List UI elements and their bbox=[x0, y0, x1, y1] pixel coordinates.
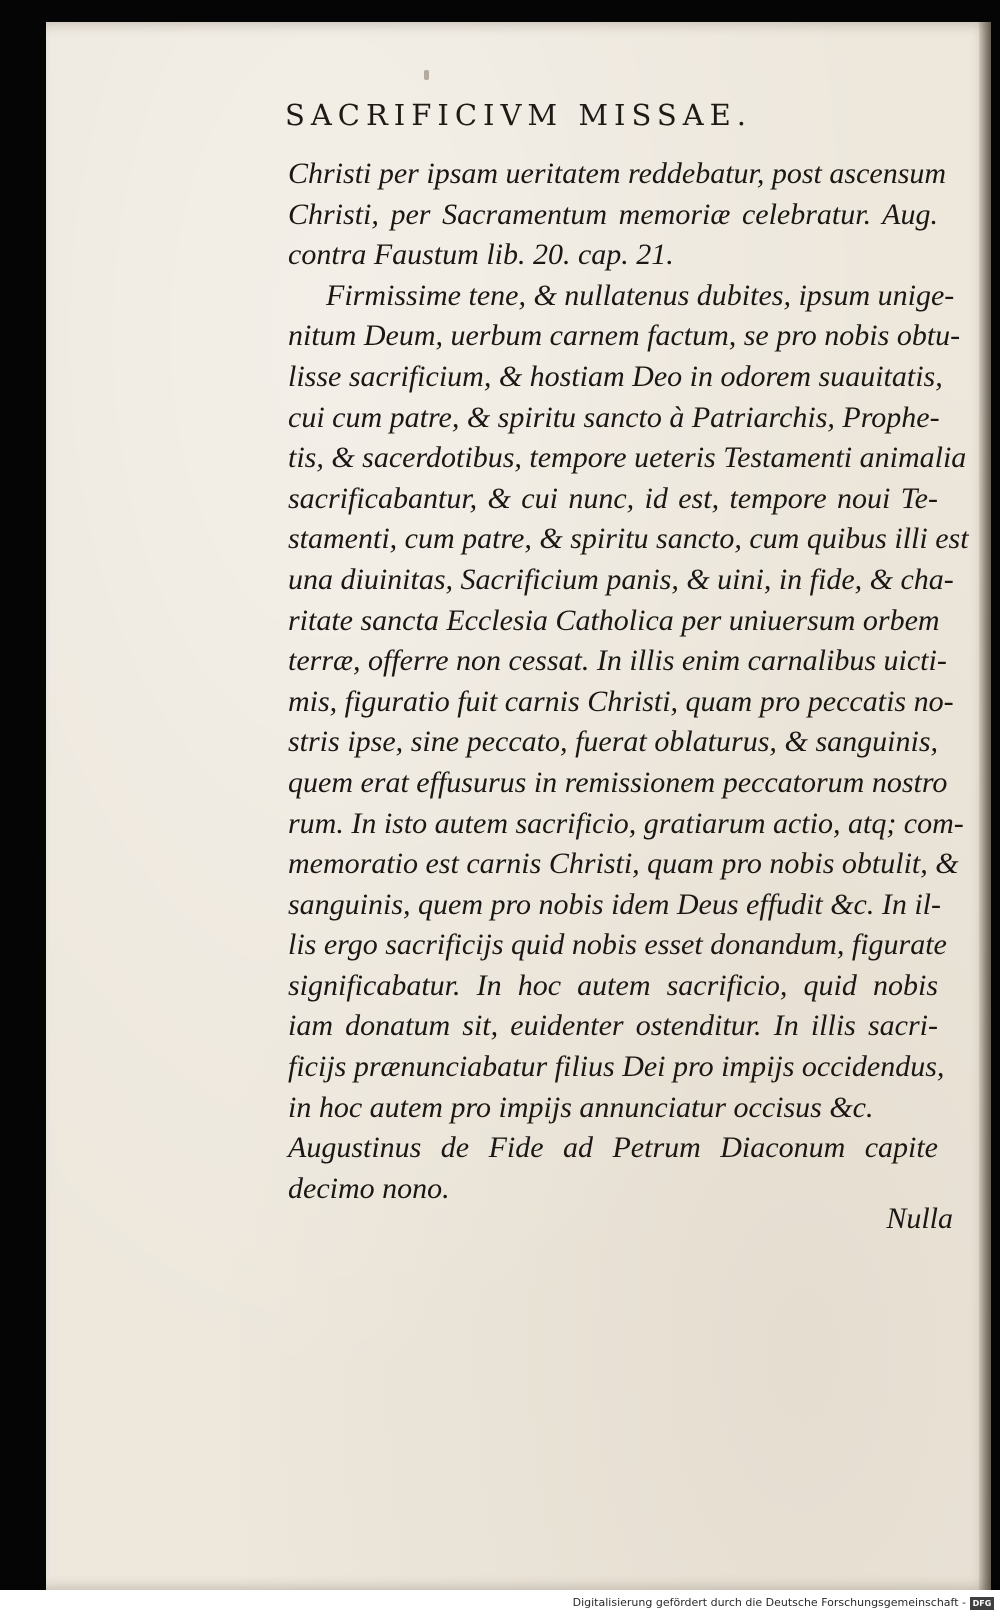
text-line: in hoc autem pro impijs annunciatur occisus &c. bbox=[288, 1090, 874, 1124]
text-line: mis, figuratio fuit carnis Christi, quam pro peccatis no- bbox=[288, 684, 954, 718]
dfg-logo: DFG bbox=[970, 1597, 994, 1610]
text-line: Christi per ipsam ueritatem reddebatur, post ascensum bbox=[288, 157, 947, 190]
text-line: lis ergo sacrificijs quid nobis esset donandum, figurate bbox=[288, 928, 947, 962]
text-line: sanguinis, quem pro nobis idem Deus effudit &c. In il- bbox=[288, 887, 941, 921]
text-line: Christi, per Sacramentum memoriæ celebratur. Aug. bbox=[288, 197, 938, 231]
footer-credit: Digitalisierung gefördert durch die Deutsche Forschungsgemeinschaft - bbox=[572, 1596, 966, 1609]
text-line: decimo nono. bbox=[288, 1171, 450, 1205]
text-line: stris ipse, sine peccato, fuerat oblaturus, & sanguinis, bbox=[288, 725, 938, 759]
text-line: nitum Deum, uerbum carnem factum, se pro nobis obtu- bbox=[288, 319, 961, 353]
text-block bbox=[288, 154, 969, 1209]
text-line: stamenti, cum patre, & spiritu sancto, cum quibus illi est bbox=[288, 522, 969, 556]
text-line: una diuinitas, Sacrificium panis, & uini, in fide, & cha- bbox=[288, 562, 954, 596]
text-line: sacrificabantur, & cui nunc, id est, tempore noui Te- bbox=[288, 481, 938, 515]
text-line: cui cum patre, & spiritu sancto à Patriarchis, Prophe- bbox=[288, 400, 940, 434]
catchword: Nulla bbox=[886, 1202, 953, 1235]
text-line: iam donatum sit, euidenter ostenditur. In illis sacri- bbox=[288, 1009, 938, 1043]
text-line: rum. In isto autem sacrificio, gratiarum actio, atq; com- bbox=[288, 806, 964, 840]
book-page bbox=[46, 22, 991, 1590]
text-line: ritate sancta Ecclesia Catholica per uniuersum orbem bbox=[288, 603, 940, 637]
text-line: ficijs prænunciabatur filius Dei pro impijs occidendus, bbox=[288, 1050, 945, 1084]
text-line: significabatur. In hoc autem sacrificio, quid nobis bbox=[288, 968, 938, 1002]
running-head: SACRIFICIVM MISSAE. bbox=[284, 98, 753, 132]
digitization-footer bbox=[0, 1590, 1000, 1618]
text-line: contra Faustum lib. 20. cap. 21. bbox=[288, 238, 674, 272]
text-line: lisse sacrificium, & hostiam Deo in odorem suauitatis, bbox=[288, 359, 943, 393]
text-line: memoratio est carnis Christi, quam pro nobis obtulit, & bbox=[288, 847, 959, 881]
text-line: Augustinus de Fide ad Petrum Diaconum capite bbox=[288, 1131, 938, 1165]
text-line: quem erat effusurus in remissionem peccatorum nostro bbox=[288, 765, 948, 799]
page-edge-shadow bbox=[979, 22, 991, 1590]
text-line: Firmissime tene, & nullatenus dubites, ipsum unige- bbox=[326, 278, 955, 312]
text-line: terræ, offerre non cessat. In illis enim carnalibus uicti- bbox=[288, 644, 947, 678]
text-line: tis, & sacerdotibus, tempore ueteris Testamenti animalia bbox=[288, 441, 967, 475]
ink-speck bbox=[424, 70, 429, 80]
